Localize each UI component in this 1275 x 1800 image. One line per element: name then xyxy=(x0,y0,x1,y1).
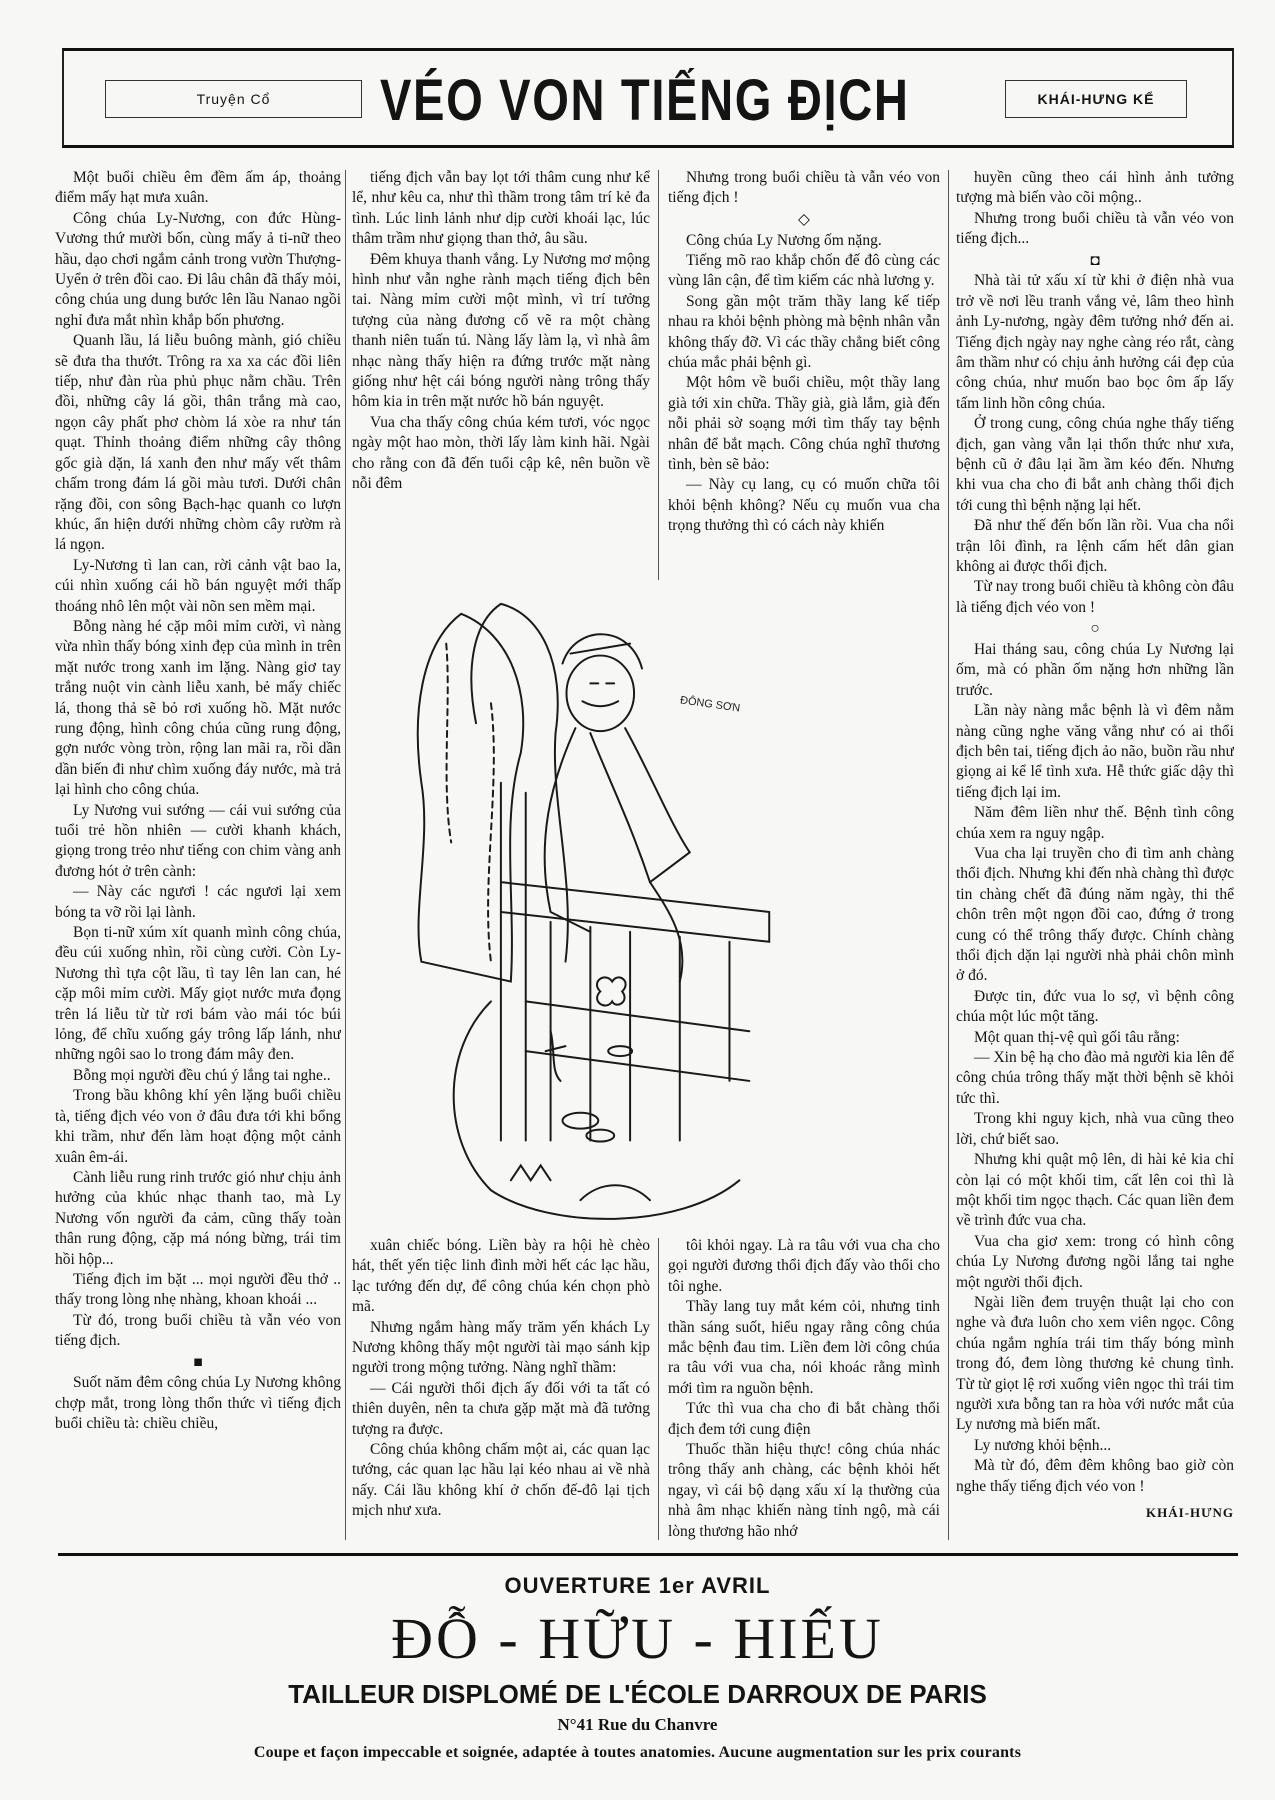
paragraph: huyền cũng theo cái hình ảnh tưởng tượng mà biến vào cõi mộng.. xyxy=(956,169,1234,207)
paragraph: Công chúa Ly Nương ốm nặng. xyxy=(686,231,882,249)
paragraph: Nhà tài tử xấu xí từ khi ở điện nhà vua trở về nơi lều tranh vắng vẻ, lâm theo hình ảnh Ly-nương, ngày đêm tưởng nhớ đến ai. Tiếng địch ngày nay nghe càng réo rắt, càng âm thầm như có chịu ảnh hưởng cái đẹp của công chúa, như muốn bao bọc ôm ấp lấy tấm linh hồn công chúa. xyxy=(956,272,1234,412)
author-signature: KHÁI-HƯNG xyxy=(1146,1505,1234,1520)
paragraph: Bọn ti-nữ xúm xít quanh mình công chúa, đều cúi xuống nhìn, rồi cùng cười. Còn Ly-Nương thì tựa cột lầu, tì tay lên lan can, hé cặp môi mỉm cười. Mấy giọt nước mưa đọng trên lá liễu từ từ rơi bám vào mái tóc búi lỏng, để chĩu xuống gáy trông lấp lánh, như những ngôi sao lo trong đám mây đen. xyxy=(55,924,341,1064)
paragraph: Thuốc thần hiệu thực! công chúa nhác trông thấy anh chàng, các bệnh khỏi hết ngay, vì cái bộ dạng xấu xí lạ thường của nhà âm nhạc khiến nàng tỉnh ngộ, mà cái lòng thương hão nhớ xyxy=(668,1441,940,1540)
paragraph: Suốt năm đêm công chúa Ly Nương không chợp mắt, trong lòng thổn thức vì tiếng địch buổi chiều tà: chiều chiều, xyxy=(55,1374,341,1433)
article-column-3-top xyxy=(668,168,940,580)
paragraph: Vua cha giơ xem: trong có hình công chúa Ly Nương đương ngồi lắng tai nghe một người thổi địch. xyxy=(956,1232,1234,1291)
paragraph: Nhưng trong buổi chiều tà vẫn véo von tiếng địch ! xyxy=(668,169,940,207)
article-column-2-bottom xyxy=(352,1236,650,1544)
paragraph: xuân chiếc bóng. Liền bày ra hội hè chèo hát, thết yến tiệc linh đình mời hết các lạc hầu, lạc tướng đến dự, để công chúa kén chọn phò mã. xyxy=(352,1237,650,1316)
paragraph: Trong khi nguy kịch, nhà vua cũng theo lời, chứ biết sao. xyxy=(956,1110,1234,1148)
paragraph: Ly Nương vui sướng — cái vui sướng của tuổi trẻ hồn nhiên — cười khanh khách, giọng trong trẻo như tiếng con chim vàng anh đương hót ở trên cành: xyxy=(55,801,341,880)
paragraph: — Này cụ lang, cụ có muốn chữa tôi khỏi bệnh không? Nếu cụ muốn vua cha trọng thưởng thì có cách này khiến xyxy=(668,476,940,535)
story-title: VÉO VON TIẾNG ĐỊCH xyxy=(380,68,910,133)
column-divider xyxy=(658,170,659,580)
paragraph: Đêm khuya thanh vắng. Ly Nương mơ mộng hình như vẫn nghe rành mạch tiếng địch bên tai. Nàng mỉm cười một mình, vì trí tưởng tượng của nàng đương cố vẽ ra một chàng thanh niên tuấn tú. Nàng lấy làm lạ, vì nhà âm nhạc nàng thấy hiện ra đứng trước mặt nàng giống như hệt cái bóng người nàng trông thấy hôm kia in trên mặt nước hồ bán nguyệt. xyxy=(352,250,650,411)
paragraph: Tức thì vua cha cho đi bắt chàng thổi địch đem tới cung điện xyxy=(668,1400,940,1438)
article-column-2-top xyxy=(352,168,650,580)
attendant-figure xyxy=(418,614,523,982)
section-divider xyxy=(58,1553,1238,1556)
paragraph: Một hôm về buổi chiều, một thầy lang già tới xin chữa. Thầy già, già lắm, già đến nỗi phải sờ soạng mới tìm thấy tay bệnh nhân để bắt mạch. Công chúa nghĩ thương tình, bèn sẽ bảo: xyxy=(668,374,940,473)
railing xyxy=(501,783,769,1141)
paragraph: Hai tháng sau, công chúa Ly Nương lại ốm, mà có phần ốm nặng hơn những lần trước. xyxy=(956,640,1234,699)
article-column-4 xyxy=(956,168,1234,1543)
paragraph: — Này các ngươi ! các ngươi lại xem bóng ta vỡ rồi lại lành. xyxy=(55,883,341,921)
paragraph: Một quan thị-vệ quì gối tâu rằng: xyxy=(974,1028,1180,1046)
pond xyxy=(454,1001,740,1219)
paragraph: Nhưng ngắm hàng mấy trăm yến khách Ly Nương không thấy một người tài mạo sánh kịp người trong mộng tưởng. Nàng nghĩ thầm: xyxy=(352,1318,650,1377)
paragraph: Song gần một trăm thầy lang kế tiếp nhau ra khỏi bệnh phòng mà bệnh nhân vẫn không thấy đỡ. Vì các thầy chẳng biết công chúa mắc phải bệnh gì. xyxy=(668,292,940,371)
ad-slogan: Coupe et façon impeccable et soignée, adaptée à toutes anatomies. Aucune augmentation sur les prix courants xyxy=(253,1744,1022,1761)
story-title-box xyxy=(380,56,910,146)
paragraph: Được tin, đức vua lo sợ, vì bệnh công chúa một lúc một tăng. xyxy=(956,987,1234,1026)
article-column-3-bottom xyxy=(668,1236,940,1544)
artist-signature: ĐÔNG SƠN xyxy=(679,694,741,715)
column-divider xyxy=(658,1238,659,1540)
article-column-1 xyxy=(55,168,341,1543)
illustration-princess-at-pond xyxy=(350,584,940,1230)
flower xyxy=(597,977,626,1005)
column-divider xyxy=(345,170,346,1540)
ornament-icon: ◇ xyxy=(798,210,810,228)
ornament-icon: ■ xyxy=(193,1353,203,1371)
column-divider xyxy=(948,170,949,1540)
ad-business-name: ĐỖ - HỮU - HIẾU xyxy=(391,1606,884,1671)
paragraph: Công chúa Ly-Nương, con đức Hùng-Vương thứ mười bốn, cùng mấy ả ti-nữ theo hầu, dạo chơi ngắm cảnh trong vườn Thượng-Uyển ở trên đồi cao. Đi lâu chân đã thấy mỏi, công chúa ung dung bước lên lầu Nanao ngồi nghỉ đưa mắt nhìn khắp bốn phương. xyxy=(55,209,341,329)
paragraph: Tiếng địch im bặt ... mọi người đều thở .. thấy trong lòng nhẹ nhàng, khoan khoái ... xyxy=(55,1270,341,1309)
paragraph: Từ nay trong buổi chiều tà không còn đâu là tiếng địch véo von ! xyxy=(956,578,1234,616)
princess-figure xyxy=(545,634,690,981)
paragraph: Cành liễu rung rinh trước gió như chịu ảnh hưởng của khúc nhạc thanh tao, mà Ly Nương vốn người đa cảm, cũng thấy toàn thân rung động, cặp má nóng bừng, trái tim hồi hộp... xyxy=(55,1168,341,1268)
paragraph: Ngài liền đem truyện thuật lại cho con nghe và đưa luôn cho xem viên ngọc. Công chúa ngắm nghía trái tim thấy bóng mình trong đó, đem lòng thương kẻ chung tình. Từ từ giọt lệ rơi xuống viên ngọc thì trái tim người xưa bỗng tan ra hòa với nước mắt của Ly nương mà biến mất. xyxy=(956,1293,1234,1434)
paragraph: Một buổi chiều êm đềm ấm áp, thoảng điểm mấy hạt mưa xuân. xyxy=(55,169,341,207)
paragraph: Ly-Nương tì lan can, rời cảnh vật bao la, cúi nhìn xuống cái hồ bán nguyệt mới thấp thoáng nhô lên một vài nõn sen mềm mại. xyxy=(55,556,341,615)
paragraph: — Xin bệ hạ cho đào mả người kia lên để công chúa trông thấy mặt thời bệnh sẽ khỏi tức thì. xyxy=(956,1049,1234,1107)
ad-tagline: TAILLEUR DISPLOMÉ DE L'ÉCOLE DARROUX DE PARIS xyxy=(288,1679,987,1709)
paragraph: Đã như thế đến bốn lần rồi. Vua cha nổi trận lôi đình, ra lệnh cấm hết dân gian không ai được thổi địch. xyxy=(956,517,1234,576)
paragraph: Nhưng trong buổi chiều tà vẫn véo von tiếng địch... xyxy=(956,209,1234,248)
paragraph: Vua cha lại truyền cho đi tìm anh chàng thổi địch. Nhưng khi đến nhà chàng thì được tin chàng chết đã đúng năm ngày, thi thể chôn trên một ngọn đồi cao, đứng ở trong cung có thể trông thấy được. Chính chàng thổi địch dặn lại người nhà phải chôn mình ở đó. xyxy=(956,845,1234,985)
paragraph: Ở trong cung, công chúa nghe thấy tiếng địch, gan vàng vẫn lại thổn thức như xưa, bệnh cũ ở đâu lại ầm ầm kéo đến. Nhưng khi vua cha cho đi bắt anh chàng thổi địch tới cung thì bệnh nặng lại hết. xyxy=(956,415,1234,514)
paragraph: Thầy lang tuy mắt kém cỏi, nhưng tinh thần sáng suốt, hiểu ngay rằng công chúa mắc bệnh đau tim. Liền đem lời công chúa ra tâu với vua cha, nói khoác rằng mình mới tìm ra nguồn bệnh. xyxy=(668,1298,940,1397)
paragraph: Tiếng mõ rao khắp chốn đế đô cùng các vùng lân cận, để tìm kiếm các nhà lương y. xyxy=(668,251,940,290)
paragraph: Quanh lầu, lá liễu buông mành, gió chiều sẽ đưa tha thướt. Trông ra xa xa các đồi liên tiếp, như đàn rùa phủ phục nằm chầu. Trên đồi, những cây lá gồi, thân trắng mà cao, ngọn cây phất phơ chòm lá xòe ra như tán quạt. Thỉnh thoảng điểm những cây thông gốc già dặn, lá xanh đen như mấy vết thâm chấm trong đám lá gồi màu tươi. Dưới chân rặng đồi, con sông Bạch-hạc quanh co lượn khúc, ẩn hiện dưới những chòm cây rườm rà lá ngọn. xyxy=(55,332,341,554)
paragraph: Từ đó, trong buổi chiều tà vẫn véo von tiếng địch. xyxy=(55,1311,341,1350)
paragraph: Ly nương khỏi bệnh... xyxy=(974,1436,1112,1454)
paragraph: Vua cha thấy công chúa kém tươi, vóc ngọc ngày một hao mòn, thời lấy làm kinh hãi. Ngài cho rằng con đã đến tuổi cập kê, nên buồn về nỗi đêm xyxy=(352,413,650,493)
attendant-figure xyxy=(471,604,567,962)
paragraph: Công chúa không chấm một ai, các quan lạc tướng, các quan lạc hầu lại kéo nhau ai về nhà nấy. Cái lầu không khí ở chốn đế-đô lại tịch mịch như xưa. xyxy=(352,1441,650,1520)
paragraph: tôi khỏi ngay. Là ra tâu với vua cha cho gọi người đương thổi địch đấy vào thổi cho tôi nghe. xyxy=(668,1237,940,1295)
section-tag: Truyện Cổ xyxy=(105,80,362,118)
ornament-icon: ○ xyxy=(1090,620,1100,638)
paragraph: Năm đêm liền như thế. Bệnh tình công chúa xem ra nguy ngập. xyxy=(956,804,1234,842)
paragraph: Nhưng khi quật mộ lên, di hài kẻ kia chỉ còn lại có một khối tim, cất lên coi thì là một khối tim ngọc thạch. Các quan liền đem về trình đức vua cha. xyxy=(956,1151,1234,1230)
paragraph: tiếng địch vẫn bay lọt tới thâm cung như kể lể, như kêu ca, như thì thầm trong tâm trí kẻ đa tình. Lúc linh lảnh như dịp cười khoái lạc, lúc thâm trầm như giọng than thở, âu sầu. xyxy=(352,169,650,248)
paragraph: Bỗng nàng hé cặp môi mỉm cười, vì nàng vừa nhìn thấy bóng xinh đẹp của mình in trên mặt nước trong xanh im lặng. Nàng giơ tay trắng nuột vin cành liễu xanh, bẻ mấy chiếc lá, thong thả sẽ bỏ rơi xuống hồ. Mặt nước rung động, hình công chúa cũng rung động, gợn nước vòng tròn, rộng lan mãi ra, rồi dần dần biến đi như chìm xuống đáy nước, mà trả lại hình cho công chúa. xyxy=(55,617,341,799)
author-tag: KHÁI-HƯNG KỂ xyxy=(1005,80,1187,118)
ornament-icon: ◘ xyxy=(1090,251,1100,269)
ad-opening-date: OUVERTURE 1er AVRIL xyxy=(504,1573,771,1598)
paragraph: Trong bầu không khí yên lặng buổi chiều tà, tiếng địch véo von ở đâu đưa tới khi bổng khi trầm, như đến làm hoạt động một cảnh xuân êm-ái. xyxy=(55,1087,341,1166)
paragraph: Mà từ đó, đêm đêm không bao giờ còn nghe thấy tiếng địch véo von ! xyxy=(956,1457,1234,1495)
paragraph: — Cái người thổi địch ấy đối với ta tất có thiên duyên, nên ta chưa gặp mặt mà đã tưởng tượng ra được. xyxy=(352,1379,650,1438)
paragraph: Bỗng mọi người đều chú ý lắng tai nghe.. xyxy=(73,1066,331,1084)
paragraph: Lần này nàng mắc bệnh là vì đêm nằm nàng cũng nghe văng vẳng như có ai thổi địch bên tai, tiếng địch ảo não, buồn rầu như giọng ai kể lể tình xưa. Hễ thức giấc dậy thì tiếng địch lại im. xyxy=(956,702,1234,801)
ad-address: N°41 Rue du Chanvre xyxy=(557,1715,718,1734)
